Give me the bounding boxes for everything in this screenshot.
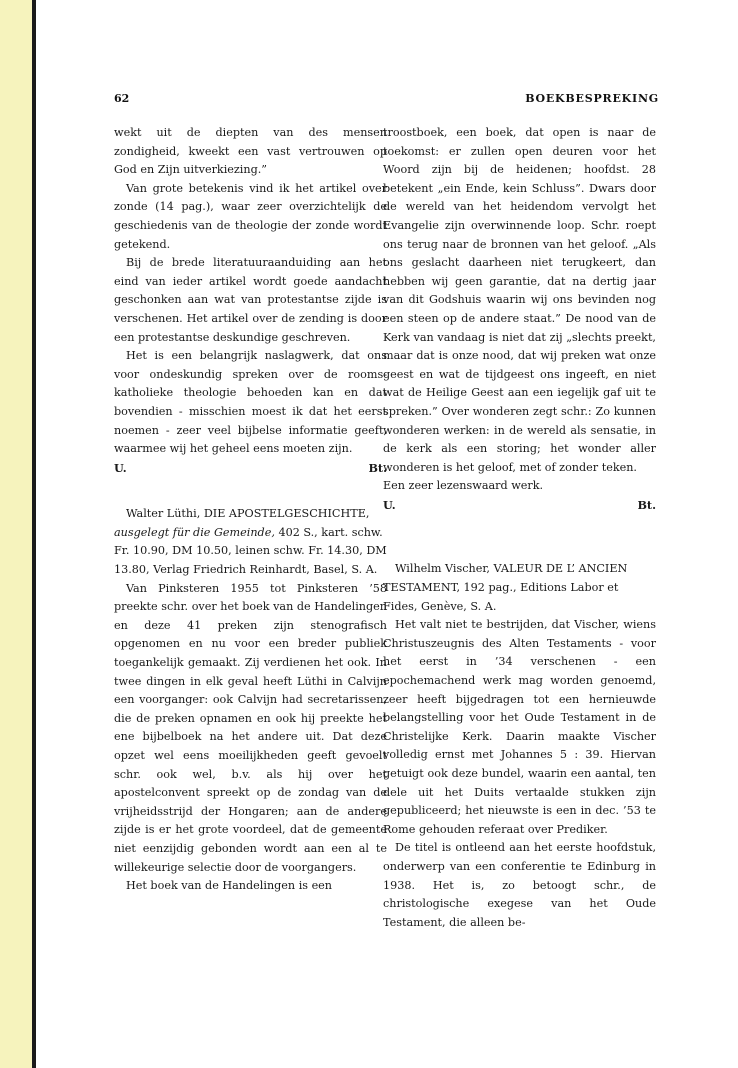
signature-right: Bt. [368, 460, 387, 475]
paragraph: De titel is ontleend aan het eerste hoofdstuk, onderwerp van een conferentie te Edinburg in 1938. Het is, zo betoogt schr., de christologische exegese van het Oude Testament, die alleen be- [383, 841, 656, 929]
signature [383, 496, 656, 515]
paragraph: Van Pinksteren 1955 tot Pinksteren ’58 preekte schr. over het boek van de Handelingen en deze 41 preken zijn stenografisch opgenomen en nu voor een breder publiek toegankelijk gemaakt. Zij verdienen het ook. In twee dingen in elk geval heeft Lüthi in Calvijn een voorganger: ook Calvijn had secretarissen, die de preken opnamen en ook hij preekte het ene bijbelboek na het andere uit. Dat deze opzet wel eens moeilijkheden geeft gevoelt schr. ook wel, b.v. als hij over het apostelconvent spreekt op de zondag van de vrijheidsstrijd der Hongaren; aan de andere zijde is er het grote voordeel, dat de gemeente niet eenzijdig gebonden wordt aan een al te willekeurige selectie door de voorgangers. [114, 581, 387, 874]
paragraph: Het boek van de Handelingen is een [126, 879, 333, 893]
right-column [383, 124, 656, 932]
paragraph: Een zeer lezenswaard werk. [383, 479, 544, 493]
signature [114, 459, 387, 478]
citation-author: Walter Lüthi, DIE APOSTELGESCHICHTE, [126, 507, 370, 521]
paragraph: Het is een belangrijk naslagwerk, dat ons voor ondeskundig spreken over de rooms-katholieke theologie behoeden kan en dat bovendien - misschien moest ik dat het eerst noemen - zeer veel bijbelse informatie geeft, waarmee wij het geheel eens moeten zijn. [114, 349, 387, 456]
book-citation [114, 505, 387, 579]
paragraph: Bij de brede literatuuraanduiding aan het eind van ieder artikel wordt goede aandacht geschonken aan wat van protestantse zijde is verschenen. Het artikel over de zending is door een protestantse deskundige geschreven. [114, 256, 387, 344]
paragraph: Van grote betekenis vind ik het artikel over zonde (14 pag.), waar zeer overzichtelijk de geschiedenis van de theologie der zonde wordt getekend. [114, 181, 387, 251]
page-number: 62 [114, 92, 130, 105]
signature-left: U. [114, 460, 127, 475]
paragraph: troostboek, een boek, dat open is naar de toekomst: er zullen open deuren voor het Woord zijn bij de heidenen; hoofdst. 28 betekent „ein Ende, kein Schluss”. Dwars door de wereld van het heidendom vervolgt het Evangelie zijn overwinnende loop. Schr. roept ons terug naar de bronnen van het geloof. „Als ons geslacht daarheen niet terugkeert, dan hebben wij geen garantie, dat na dertig jaar van dit Godshuis waarin wij ons bevinden nog een steen op de andere staat.” De nood van de Kerk van vandaag is niet dat zij „slechts preekt, maar dat is onze nood, dat wij preken wat onze geest en wat de tijdgeest ons ingeeft, en niet wat de Heilige Geest aan een iegelijk gaf uit te spreken.” Over wonderen zegt schr.: Zo kunnen wonderen werken: in de wereld als sensatie, in de kerk als een storing; het wonder aller wonderen is het geloof, met of zonder teken. [383, 126, 656, 474]
running-title: BOEKBESPREKING [525, 92, 659, 105]
paragraph: Het valt niet te bestrijden, dat Vischer, wiens Christuszeugnis des Alten Testaments - voor het eerst in ’34 verschenen - een epochemachend werk mag worden genoemd, zeer heeft bijgedragen tot een hernieuwde belangstelling voor het Oude Testament in de Christelijke Kerk. Daarin maakte Vischer volledig ernst met Johannes 5 : 39. Hiervan getuigt ook deze bundel, waarin een aantal, ten dele uit het Duits vertaalde stukken zijn gepubliceerd; het nieuwste is een in dec. ’53 te Rome gehouden referaat over Prediker. [383, 618, 656, 836]
signature-left: U. [383, 497, 396, 512]
left-column [114, 124, 387, 896]
citation-details: 402 S., kart. schw. Fr. 10.90, DM 10.50, leinen schw. Fr. 14.30, DM 13.80, Verlag Friedrich Reinhardt, Basel, S. A. [114, 525, 387, 577]
signature-right: Bt. [637, 497, 656, 512]
citation-subtitle: ausgelegt für die Gemeinde, [114, 525, 275, 539]
book-citation: Wilhelm Vischer, VALEUR DE L’ ANCIEN TESTAMENT, 192 pag., Editions Labor et Fides, Genève, S. A. [383, 562, 628, 613]
paragraph: wekt uit de diepten van des mensen zondigheid, kweekt een vast vertrouwen op God en Zijn uitverkiezing.” [114, 126, 387, 177]
